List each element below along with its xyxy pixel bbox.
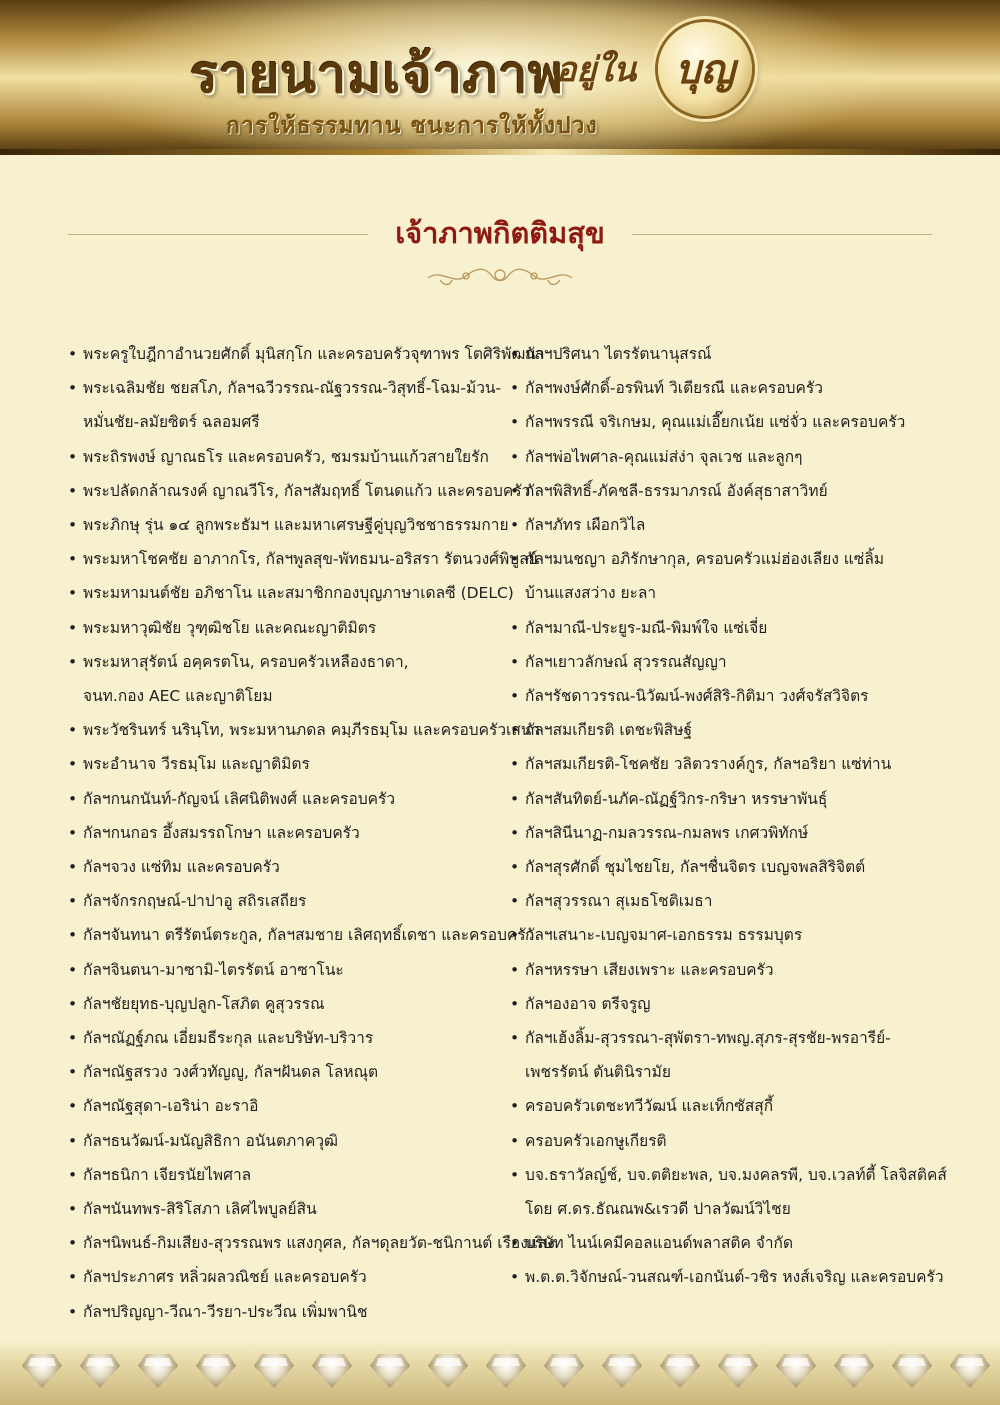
donor-list-item	[66, 782, 506, 816]
diamond-gem-icon	[660, 1354, 700, 1388]
donor-name: กัลฯมนชญา อภิรักษากุล, ครอบครัวแม่ฮ่องเลียง แซ่ลิ้ม	[525, 550, 885, 569]
banner-medallion-logo	[658, 22, 752, 116]
donor-list-item	[508, 645, 938, 679]
donor-name-continuation: บ้านแสงสว่าง ยะลา	[525, 584, 657, 603]
donor-list-item	[66, 1089, 506, 1123]
diamond-gem-icon	[544, 1354, 584, 1388]
donor-name: พระปลัดกล้าณรงค์ ญาณวีโร, กัลฯสัมฤทธิ์ โตนดแก้ว และครอบครัว	[83, 481, 531, 500]
donor-name: กัลฯเฮ้งลิ้ม-สุวรรณา-สุพัตรา-ทพญ.สุภร-สุรชัย-พรอารีย์-	[525, 1029, 891, 1048]
donor-name: กัลฯธนิกา เจียรนัยไพศาล	[83, 1165, 252, 1184]
donor-name: กัลฯจวง แซ่ทิม และครอบครัว	[83, 858, 280, 877]
donor-list-item	[66, 747, 506, 781]
banner-script-text: อยู่ใน	[556, 50, 637, 90]
donor-name-continuation: จนท.กอง AEC และญาติโยม	[83, 687, 273, 706]
donor-name: กัลฯพรรณี จริเกษม, คุณแม่เอี๊ยกเน้ย แซ่จั่ว และครอบครัว	[525, 413, 906, 432]
donor-list-item	[508, 679, 938, 713]
donor-name: พระมหาสุรัตน์ อคฺครตโน, ครอบครัวเหลืองธาดา,	[83, 652, 409, 671]
donor-list-item	[66, 611, 506, 645]
donor-list-item	[508, 1124, 938, 1158]
donor-name: กัลฯพ่อไพศาล-คุณแม่ส่ง่า จุลเวช และลูกๆ	[525, 447, 803, 466]
donor-name: กัลฯสุวรรณา สุเมธโชติเมธา	[525, 892, 713, 911]
donor-list-right	[508, 337, 947, 1295]
donor-list-item	[508, 1260, 944, 1294]
donor-list-item	[66, 816, 506, 850]
diamond-gem-icon	[834, 1354, 874, 1388]
donor-name: กัลฯเสนาะ-เบญจมาศ-เอกธรรม ธรรมบุตร	[525, 926, 803, 945]
donor-list-item	[66, 918, 535, 952]
donor-list-item	[66, 884, 506, 918]
donor-name: พระภิกษุ รุ่น ๑๔ ลูกพระธัมฯ และมหาเศรษฐีคู่บุญวิชชาธรรมกาย	[83, 516, 509, 535]
donor-name: พระมหาวุฒิชัย วุฑฺฒิชโย และคณะญาติมิตร	[83, 618, 377, 637]
donor-list-item	[508, 884, 938, 918]
donor-name: ครอบครัวเตชะทวีวัฒน์ และเท็กซัสสุกี้	[525, 1097, 774, 1116]
donor-name: กัลฯเยาวลักษณ์ สุวรรณสัญญา	[525, 652, 727, 671]
donor-name: พระมหามนต์ชัย อภิชาโน และสมาชิกกองบุญภาษาเดลซี (DELC)	[83, 584, 514, 603]
donor-list-item	[508, 1021, 938, 1089]
donor-name: บริษัท ไนน์เคมีคอลแอนด์พลาสติค จำกัด	[525, 1234, 794, 1253]
donor-list-item	[66, 542, 538, 576]
donor-name: กัลฯสมเกียรติ-โชคชัย วลิตวรางค์กูร, กัลฯอริยา แซ่ท่าน	[525, 755, 892, 774]
donor-name: กัลฯรัชดาวรรณ-นิวัฒน์-พงศ์สิริ-กิติมา วงศ์จรัสวิจิตร	[525, 687, 869, 706]
donor-name: กัลฯนันทพร-สิริโสภา เลิศไพบูลย์สิน	[83, 1200, 317, 1219]
medallion-text: บุญ	[675, 46, 735, 93]
diamond-gem-icon	[196, 1354, 236, 1388]
donor-list-item	[508, 850, 938, 884]
donor-name-continuation: โดย ศ.ดร.ธัณณพ&เรวดี ปาลวัฒน์วิไชย	[525, 1200, 791, 1219]
donor-name: กัลฯองอาจ ตรีจรูญ	[525, 994, 651, 1013]
section-title: เจ้าภาพกิตติมสุข	[395, 216, 605, 250]
donor-name: กัลฯนิพนธ์-กิมเสียง-สุวรรณพร แสงกุศล, กัลฯดุลยวัต-ชนิกานต์ เรืองแสง	[83, 1234, 555, 1253]
donor-list-item	[66, 1295, 506, 1329]
donor-name: พระเฉลิมชัย ชยสโภ, กัลฯฉวีวรรณ-ณัฐวรรณ-วิสุทธิ์-โฉม-ม้วน-	[83, 379, 502, 398]
footer-gem-band	[0, 1340, 1000, 1405]
donor-list-item	[66, 576, 514, 610]
donor-list-item	[508, 713, 938, 747]
donor-list-item	[508, 371, 938, 405]
donor-list-item	[66, 1055, 506, 1089]
donor-name: กัลฯสุรศักดิ์ ชุมไชยโย, กัลฯชื่นจิตร เบญจพลสิริจิตต์	[525, 858, 866, 877]
donor-list-item	[66, 508, 509, 542]
banner-title: รายนามเจ้าภาพ	[190, 44, 564, 105]
donor-name: พระวัชรินทร์ นรินฺโท, พระมหานภดล คมฺภีรธมฺโม และครอบครัวเสนา	[83, 721, 541, 740]
donor-name: กัลฯธนวัฒน์-มนัญสิธิกา อนันตภาควุฒิ	[83, 1131, 339, 1150]
diamond-gem-icon	[950, 1354, 990, 1388]
diamond-gem-icon	[138, 1354, 178, 1388]
donor-name: กัลฯหรรษา เสียงเพราะ และครอบครัว	[525, 960, 774, 979]
donor-name: กัลฯจินตนา-มาซามิ-ไตรรัตน์ อาซาโนะ	[83, 960, 344, 979]
donor-name: กัลฯสันทิตย์-นภัค-ณัฏฐ์วิกร-กริษา หรรษาพันธุ์	[525, 789, 828, 808]
donor-name: กัลฯณัฐสุดา-เอริน่า อะราอิ	[83, 1097, 259, 1116]
diamond-gem-icon	[370, 1354, 410, 1388]
donor-list-item	[508, 474, 938, 508]
donor-list-item	[508, 542, 938, 610]
donor-list-item	[508, 782, 938, 816]
diamond-gem-icon	[254, 1354, 294, 1388]
donor-name-continuation: เพชรรัตน์ ตันตินิรามัย	[525, 1063, 671, 1082]
donor-name: กัลฯกนกอร อึ้งสมรรถโกษา และครอบครัว	[83, 823, 360, 842]
donor-list-left	[66, 337, 555, 1329]
donor-name: บจ.ธราวัลญ์ช์, บจ.ตติยะพล, บจ.มงคลรพี, บจ.เวลท์ตี้ โลจิสติคส์	[525, 1165, 947, 1184]
donor-name: กัลฯภัทร เผือกวิไล	[525, 516, 646, 535]
donor-name: พระอำนาจ วีรธมฺโม และญาติมิตร	[83, 755, 310, 774]
donor-name: กัลฯพงษ์ศักดิ์-อรพินท์ วิเตียรณี และครอบครัว	[525, 379, 823, 398]
donor-list-item	[66, 850, 506, 884]
diamond-gem-icon	[22, 1354, 62, 1388]
donor-list-item	[66, 1021, 506, 1055]
donor-name: กัลฯสินีนาฏ-กมลวรรณ-กมลพร เกศวพิทักษ์	[525, 823, 809, 842]
donor-list-item	[508, 337, 938, 371]
donor-list-item	[508, 1226, 938, 1260]
donor-list-item	[66, 1260, 506, 1294]
donor-list-item	[508, 953, 938, 987]
donor-list-item	[66, 953, 506, 987]
donor-name: พระครูใบฎีกาอำนวยศักดิ์ มุนิสกฺโก และครอบครัวจุฑาพร โตศิริพัฒนา	[83, 345, 545, 363]
donor-list-item	[508, 747, 938, 781]
donor-name: กัลฯจันทนา ตรีรัตน์ตระกูล, กัลฯสมชาย เลิศฤทธิ์เดชา และครอบครัว	[83, 926, 535, 945]
donor-list-item	[66, 987, 506, 1021]
donor-name: กัลฯมาณี-ประยูร-มณี-พิมพ์ใจ แซ่เจี่ย	[525, 618, 768, 637]
donor-list-item	[66, 440, 506, 474]
donor-list-item	[66, 371, 506, 439]
donor-name: กัลฯณัฏฐ์ภณ เอี่ยมธีระกุล และบริษัท-บริวาร	[83, 1029, 374, 1048]
donor-name: กัลฯพิสิทธิ์-ภัคชลี-ธรรมาภรณ์ อังค์สุธาสาวิทย์	[525, 481, 828, 500]
diamond-gem-icon	[718, 1354, 758, 1388]
donor-list-item	[66, 337, 545, 371]
donor-name: กัลฯณัฐสรวง วงศ์วทัญญู, กัลฯฝันดล โลหณุต	[83, 1063, 379, 1082]
donor-list-item	[508, 611, 938, 645]
donor-list-item	[508, 1089, 938, 1123]
diamond-gem-icon	[602, 1354, 642, 1388]
donor-name: กัลฯจักรกฤษณ์-ปาปาอู สถิรเสถียร	[83, 892, 307, 911]
donor-list-item	[66, 1226, 555, 1260]
donor-name: พระมหาโชคชัย อาภากโร, กัลฯพูลสุข-พัทธมน-อริสรา รัตนวงศ์พิบูลย์	[83, 550, 538, 569]
donor-list-item	[508, 816, 938, 850]
donor-list-item	[508, 1158, 947, 1226]
banner-subtitle: การให้ธรรมทาน ชนะการให้ทั้งปวง	[226, 112, 598, 139]
donor-list-item	[66, 1124, 506, 1158]
donor-name: กัลฯปริศนา ไตรรัตนานุสรณ์	[525, 345, 712, 363]
donor-list-item	[66, 1192, 506, 1226]
donor-name: กัลฯสมเกียรติ เตชะพิสิษฐ์	[525, 721, 693, 740]
flourish-ornament-icon	[420, 262, 580, 290]
diamond-gem-icon	[486, 1354, 526, 1388]
donor-list-item	[508, 440, 938, 474]
donor-name: ครอบครัวเอกษูเกียรติ	[525, 1131, 667, 1150]
donor-list-item	[66, 645, 506, 713]
diamond-gem-icon	[312, 1354, 352, 1388]
donor-name: กัลฯประภาศร หลิ่วผลวณิชย์ และครอบครัว	[83, 1268, 367, 1287]
donor-list-item	[66, 713, 541, 747]
donor-name: กัลฯกนกนันท์-กัญจน์ เลิศนิติพงศ์ และครอบครัว	[83, 789, 396, 808]
diamond-gem-icon	[892, 1354, 932, 1388]
diamond-gem-icon	[80, 1354, 120, 1388]
donor-list-item	[508, 918, 938, 952]
header-banner	[0, 0, 1000, 155]
donor-list-item	[508, 508, 938, 542]
diamond-gem-icon	[428, 1354, 468, 1388]
donor-name-continuation: หมั่นชัย-ลมัยซิตร์ ฉลอมศรี	[83, 413, 260, 432]
donor-name: พ.ต.ต.วิจักษณ์-วนสณฑ์-เอกนันต์-วชิร หงส์เจริญ และครอบครัว	[525, 1268, 944, 1287]
donor-list-item	[66, 474, 531, 508]
donor-name: พระถิรพงษ์ ญาณธโร และครอบครัว, ชมรมบ้านแก้วสายใยรัก	[83, 447, 489, 466]
donor-list-item	[508, 405, 938, 439]
diamond-gem-icon	[776, 1354, 816, 1388]
donor-name: กัลฯชัยยุทธ-บุญปลูก-โสภิต คูสุวรรณ	[83, 994, 325, 1013]
donor-list-item	[66, 1158, 506, 1192]
donor-list-item	[508, 987, 938, 1021]
donor-name: กัลฯปริญญา-วีณา-วีรยา-ประวีณ เพิ่มพานิช	[83, 1302, 368, 1321]
